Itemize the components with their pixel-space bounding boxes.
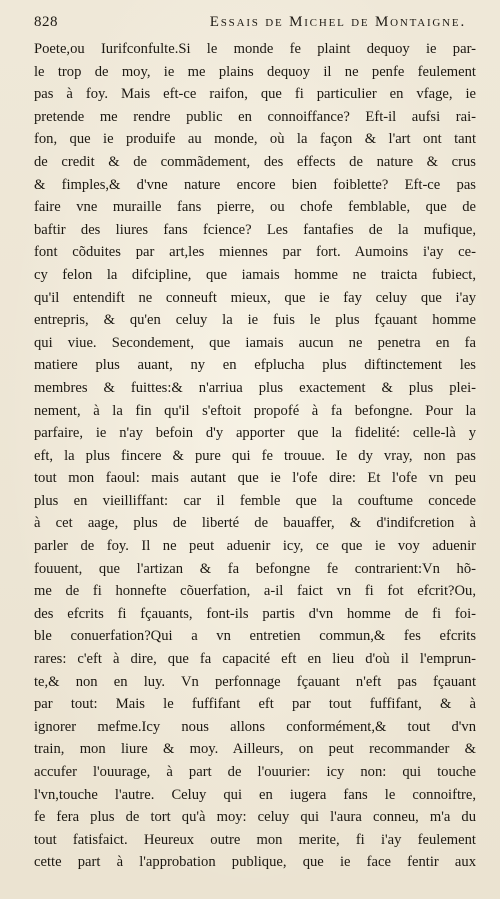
text-line: nement, à la fin qu'il s'eftoit propofé à fa befongne. Pour la	[34, 402, 476, 419]
text-line: l'vn,touche l'autre. Celuy qui en iugera fans le connoiftre,	[34, 786, 476, 803]
text-line: baftir des liures fans fcience? Les fantafies de la mufique,	[34, 221, 476, 238]
text-line: tout mon faoul: mais autant que ie l'ofe dire: Et l'ofe vn peu	[34, 470, 476, 487]
text-line: pas à foy. Mais eft-ce raifon, que fi particulier en vfage, ie	[34, 86, 476, 103]
text-line: pretende me rendre public en connoiffance? Eft-il aufsi rai-	[34, 108, 476, 125]
text-line: matiere plus auant, ny en efplucha plus diftinctement les	[34, 357, 476, 374]
text-line: me de fi honnefte cõuerfation, a-il faict vn fi fot efcrit?Ou,	[34, 583, 476, 600]
text-line: faire vne muraille fans pierre, ou chofe femblable, que de	[34, 199, 476, 216]
text-line: de credit & de commãdement, des effects de nature & crus	[34, 153, 476, 170]
text-line: fe fera plus de tort qu'à moy: celuy qui l'aura conneu, m'a du	[34, 809, 476, 826]
text-line: tout fatisfaict. Heureux outre mon merite, fi i'ay feulement	[34, 831, 476, 848]
text-line: entrepris, & qu'en celuy la ie fuis le plus fçauant homme	[34, 312, 476, 329]
text-line: des efcrits fi fçauants, font-ils partis d'vn homme de fi foi-	[34, 605, 476, 622]
text-line: cette part à l'approbation publique, que ie face fentir aux	[34, 854, 476, 871]
text-line: ble conuerfation?Qui a vn entretien commun,& fes efcrits	[34, 628, 476, 645]
text-line: accufer l'ouurage, à part de l'ouurier: icy non: qui touche	[34, 764, 476, 780]
text-line: train, mon liure & moy. Ailleurs, on peut recommander &	[34, 741, 476, 758]
text-line: Poete,ou Iurifconfulte.Si le monde fe plaint dequoy ie par-	[34, 41, 476, 57]
text-line: le trop de moy, ie me plains dequoy il ne penfe feulement	[34, 63, 476, 80]
text-line: & fimples,& d'vne nature encore bien foiblette? Eft-ce pas	[34, 176, 476, 193]
running-head: Essais de Michel de Montaigne.	[209, 14, 466, 30]
page-header	[34, 14, 466, 31]
text-line: te,& non en luy. Vn perfonnage fçauant n'eft pas fçauant	[34, 673, 476, 690]
text-line: membres & fuittes:& n'arriua plus exactement & plus plei-	[34, 379, 476, 396]
text-line: fouuent, que l'artizan & fa befongne fe contrarient:Vn hõ-	[34, 560, 476, 577]
text-line: à cet aage, plus de liberté de bauaffer, & d'indifcretion à	[34, 515, 476, 532]
page-number: 828	[34, 14, 58, 30]
text-line: eft, la plus fincere & pure qui fe trouue. Ie dy vray, non pas	[34, 447, 476, 464]
text-line: font cõduites par art,les miennes par fort. Aumoins i'ay ce-	[34, 244, 476, 261]
body-text	[34, 38, 476, 874]
text-line: fon, que ie produife au monde, où la façon & l'art ont tant	[34, 131, 476, 148]
text-line: qu'il entendift ne conneuft mieux, que ie fay celuy que i'ay	[34, 289, 476, 306]
text-line: parfaire, ie n'ay befoin d'y apporter que la fidelité: celle-là y	[34, 425, 476, 442]
text-line: parler de foy. Il ne peut aduenir icy, ce que ie voy aduenir	[34, 538, 476, 555]
text-line: plus en vieilliffant: car il femble que la couftume concede	[34, 492, 476, 509]
text-line: ignorer mefme.Icy nous allons conformément,& tout d'vn	[34, 718, 476, 735]
text-line: cy felon la difcipline, que iamais homme ne traicta fubiect,	[34, 266, 476, 283]
text-line: qui viue. Secondement, que iamais aucun ne penetra en fa	[34, 334, 476, 351]
text-line: rares: c'eft à dire, que fa capacité eft en lieu d'où il l'emprun-	[34, 651, 476, 668]
text-line: par tout: Mais le fuffifant eft par tout fuffifant, & à	[34, 696, 476, 713]
